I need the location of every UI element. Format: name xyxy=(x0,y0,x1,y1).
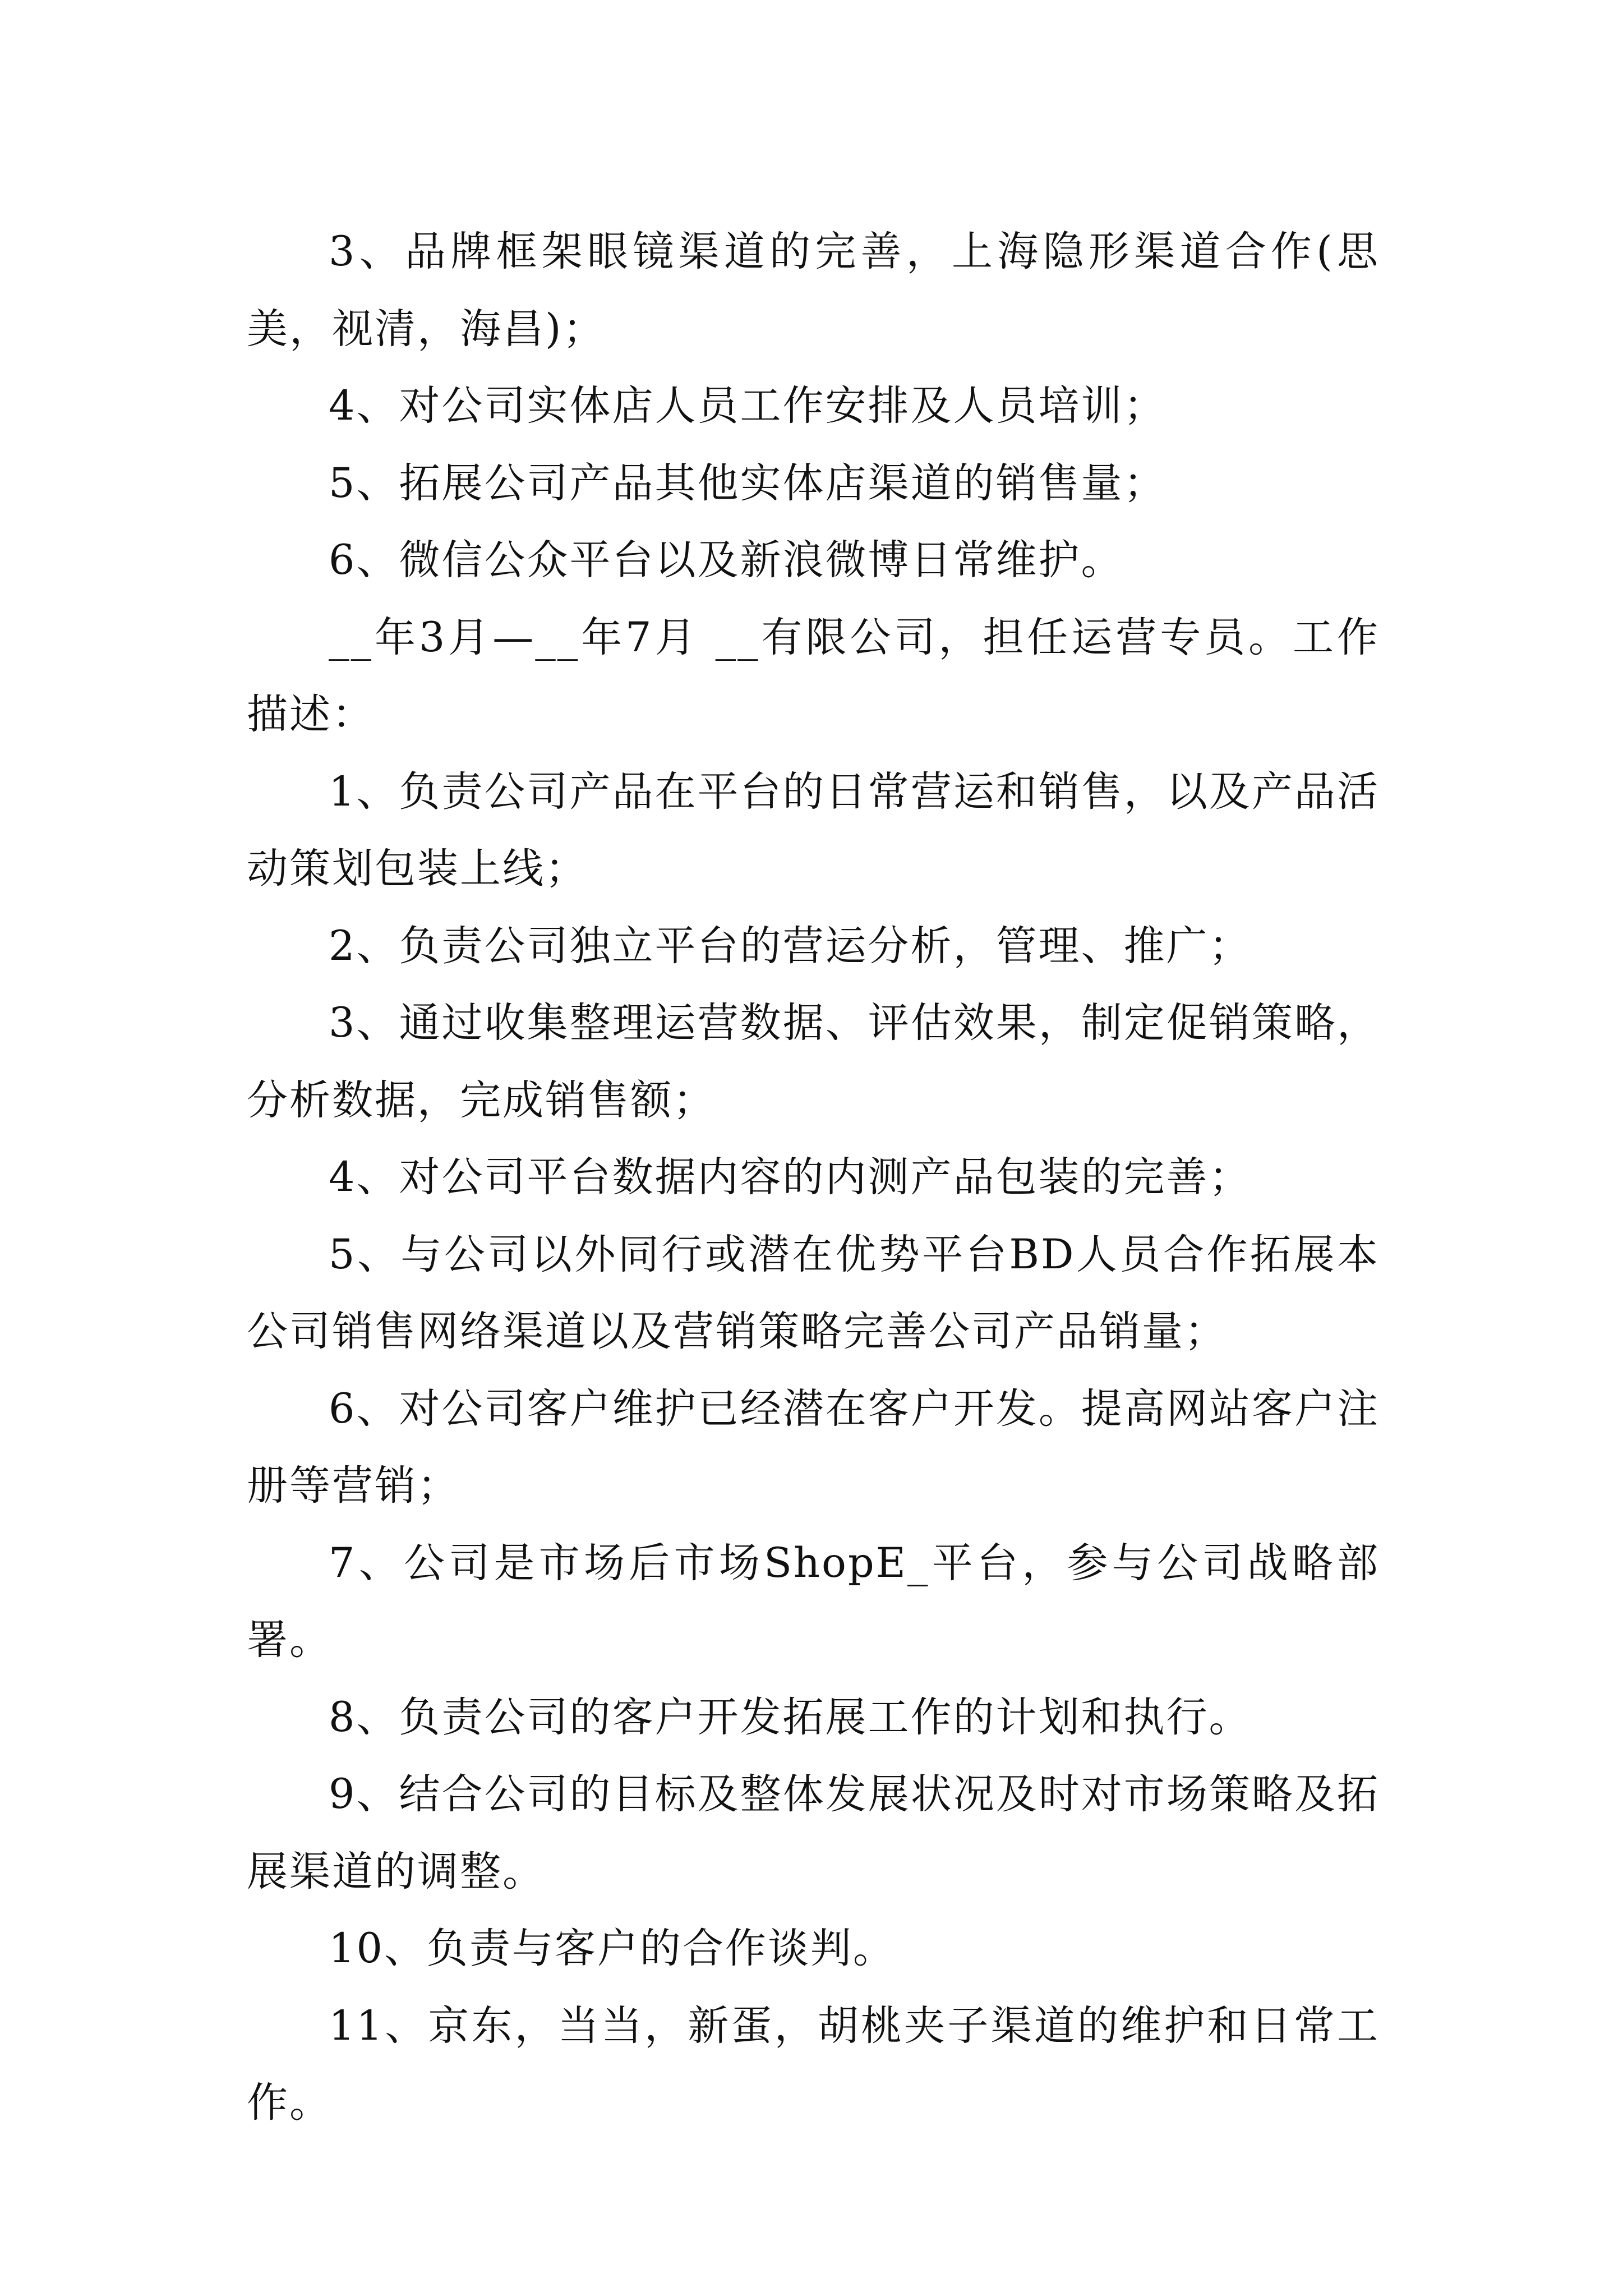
paragraph-12: 7、公司是市场后市场ShopE_平台，参与公司战略部署。 xyxy=(247,1539,1380,1664)
paragraph-5: __年3月—__年7月 __有限公司，担任运营专员。工作描述： xyxy=(247,613,1380,738)
paragraph-7: 2、负责公司独立平台的营运分析，管理、推广； xyxy=(329,922,1252,970)
paragraph-10: 5、与公司以外同行或潜在优势平台BD人员合作拓展本公司销售网络渠道以及营销策略完善公司产品销量； xyxy=(247,1230,1380,1355)
paragraph-13: 8、负责公司的客户开发拓展工作的计划和执行。 xyxy=(329,1693,1252,1741)
paragraph-4: 6、微信公众平台以及新浪微博日常维护。 xyxy=(329,536,1124,584)
paragraph-2: 4、对公司实体店人员工作安排及人员培训； xyxy=(329,382,1166,430)
paragraph-1: 3、品牌框架眼镜渠道的完善，上海隐形渠道合作(思美，视清，海昌)； xyxy=(247,228,1380,353)
paragraph-16: 11、京东，当当，新蛋，胡桃夹子渠道的维护和日常工作。 xyxy=(247,2001,1380,2127)
paragraph-6: 1、负责公司产品在平台的日常营运和销售，以及产品活动策划包装上线； xyxy=(247,767,1380,892)
paragraph-14: 9、结合公司的目标及整体发展状况及时对市场策略及拓展渠道的调整。 xyxy=(247,1770,1380,1895)
paragraph-8: 3、通过收集整理运营数据、评估效果，制定促销策略，分析数据，完成销售额； xyxy=(247,999,1380,1124)
paragraph-3: 5、拓展公司产品其他实体店渠道的销售量； xyxy=(329,459,1166,507)
paragraph-11: 6、对公司客户维护已经潜在客户开发。提高网站客户注册等营销； xyxy=(247,1384,1380,1510)
paragraph-15: 10、负责与客户的合作谈判。 xyxy=(329,1925,896,1972)
paragraph-9: 4、对公司平台数据内容的内测产品包装的完善； xyxy=(329,1153,1252,1201)
document-body xyxy=(247,213,1380,2142)
